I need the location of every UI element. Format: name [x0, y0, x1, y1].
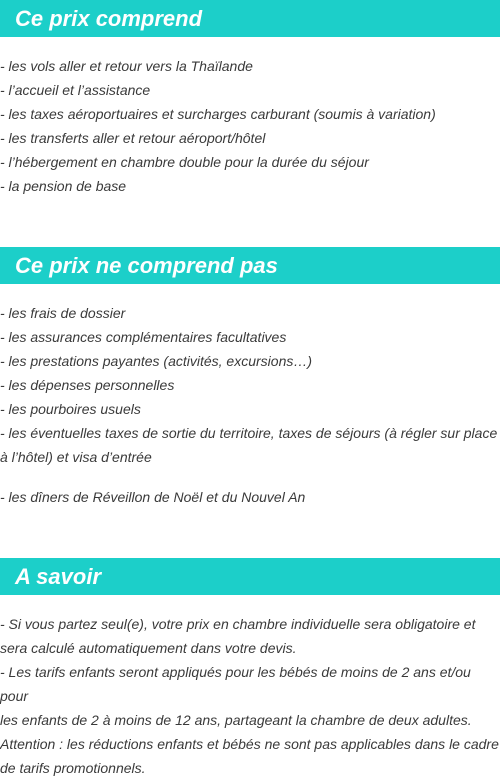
- text-line: sera calculé automatiquement dans votre devis.: [0, 640, 297, 656]
- not-included-list: [0, 301, 500, 509]
- text-line: - Si vous partez seul(e), votre prix en chambre individuelle sera obligatoire et: [0, 616, 476, 632]
- list-item: - les transferts aller et retour aéroport/hôtel: [0, 130, 266, 146]
- list-item: - les dépenses personnelles: [0, 377, 175, 393]
- list-item: - les pourboires usuels: [0, 401, 141, 417]
- list-item: - les taxes aéroportuaires et surcharges carburant (soumis à variation): [0, 106, 436, 122]
- section-header-included: Ce prix comprend: [0, 0, 500, 37]
- section-header-not-included: Ce prix ne comprend pas: [0, 247, 500, 284]
- included-list: [0, 54, 500, 198]
- list-item: - les prestations payantes (activités, excursions…): [0, 353, 313, 369]
- text-line: Attention : les réductions enfants et bébés ne sont pas applicables dans le cadre: [0, 736, 499, 752]
- text-line: - Les tarifs enfants seront appliqués pour les bébés de moins de 2 ans et/ou pour: [0, 664, 471, 704]
- section-header-good-to-know: A savoir: [0, 558, 500, 595]
- list-item: - l’hébergement en chambre double pour la durée du séjour: [0, 154, 369, 170]
- list-item: - les vols aller et retour vers la Thaïlande: [0, 58, 253, 74]
- list-item: - les éventuelles taxes de sortie du territoire, taxes de séjours (à régler sur place: [0, 425, 498, 441]
- list-item: - les dîners de Réveillon de Noël et du Nouvel An: [0, 489, 306, 505]
- text-line: les enfants de 2 à moins de 12 ans, partageant la chambre de deux adultes.: [0, 712, 472, 728]
- list-item: - la pension de base: [0, 178, 127, 194]
- list-item: - l’accueil et l’assistance: [0, 82, 151, 98]
- list-item: - les frais de dossier: [0, 305, 126, 321]
- text-line: de tarifs promotionnels.: [0, 760, 146, 776]
- list-item: à l’hôtel) et visa d’entrée: [0, 449, 152, 465]
- list-item: - les assurances complémentaires facultatives: [0, 329, 287, 345]
